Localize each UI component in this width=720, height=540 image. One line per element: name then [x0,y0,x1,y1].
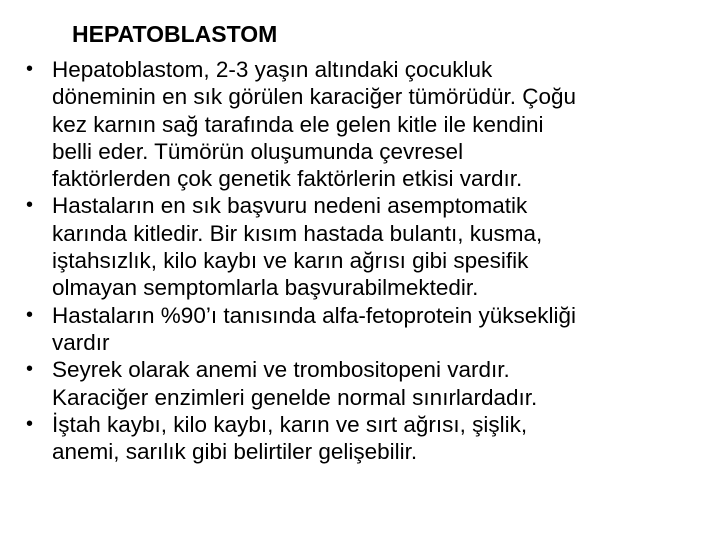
bullet-line: İştah kaybı, kilo kaybı, karın ve sırt ağrısı, şişlik, [52,411,528,437]
bullet-line: olmayan semptomlarla başvurabilmektedir. [52,275,479,301]
bullet-line: karında kitledir. Bir kısım hastada bulantı, kusma, [52,220,543,246]
bullet-line: Hastaların %90’ı tanısında alfa-fetoprotein yüksekliği [52,302,577,328]
bullet-line: Hepatoblastom, 2-3 yaşın altındaki çocukluk [52,57,493,82]
bullet-item [26,356,696,411]
bullet-dot-icon: • [26,412,34,435]
bullet-line: faktörlerden çok genetik faktörlerin etkisi vardır. [52,166,523,192]
bullet-item [26,192,696,301]
bullet-item [26,302,696,357]
bullet-dot-icon: • [26,58,34,80]
bullet-line: iştahsızlık, kilo kaybı ve karın ağrısı gibi spesifik [52,248,529,274]
bullet-list [26,56,696,465]
bullet-item [26,56,696,192]
bullet-dot-icon: • [26,358,34,381]
bullet-dot-icon: • [26,194,34,217]
bullet-line: belli eder. Tümörün oluşumunda çevresel [52,138,464,164]
bullet-line: Seyrek olarak anemi ve trombositopeni vardır. [52,357,510,383]
bullet-line: döneminin en sık görülen karaciğer tümörüdür. Çoğu [52,84,577,110]
bullet-line: kez karnın sağ tarafında ele gelen kitle ile kendini [52,111,544,137]
bullet-line: Hastaların en sık başvuru nedeni asemptomatik [52,193,528,219]
bullet-line: Karaciğer enzimleri genelde normal sınırlardadır. [52,384,538,410]
bullet-dot-icon: • [26,303,34,326]
bullet-line: vardır [52,329,110,355]
bullet-line: anemi, sarılık gibi belirtiler gelişebilir. [52,439,418,465]
slide-title: HEPATOBLASTOM [72,21,278,47]
bullet-item [26,411,696,466]
